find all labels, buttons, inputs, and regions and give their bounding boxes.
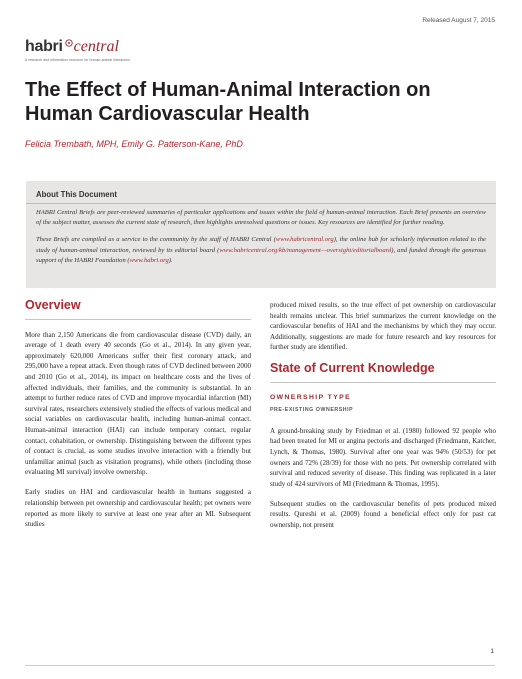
section-divider <box>270 382 496 383</box>
knowledge-paragraph-2: Subsequent studies on the cardiovascular benefits of pets produced mixed results. Qureshi et al. (2009) found a beneficial effect only for past cat ownership, not present <box>270 499 496 529</box>
about-divider <box>26 203 496 204</box>
footer-divider <box>25 665 495 666</box>
authors: Felicia Trembath, MPH, Emily G. Patterson-Kane, PhD <box>25 139 243 149</box>
release-date: Released August 7, 2015 <box>422 17 495 24</box>
logo-main-text: habri <box>25 38 63 55</box>
about-box <box>26 181 496 288</box>
page-number: 1 <box>490 648 494 655</box>
overview-paragraph-2: Early studies on HAI and cardiovascular health in humans suggested a relationship between pet ownership and cardiovascular health; pet owners were reported as more likely to survive at least one year after an MI. Subsequent studies <box>25 488 251 529</box>
habri-foundation-link[interactable]: www.habri.org <box>129 256 169 264</box>
overview-paragraph-1: More than 2,150 Americans die from cardiovascular disease (CVD) daily, an average of 1 death every 40 seconds (Go et al., 2014). In any given year, approximately 620,000 Americans suffer their first coronary attack, and 295,000 have a repeat attack. Even though rates of CVD declined between 2000 and 2010 (Go et al., 2014), its impact on healthcare costs and the lives of affected individuals, their families, and the community is substantial. In an attempt to further reduce rates of CVD and improve myocardial infarction (MI) survival rates, researchers extensively studied the effects of various medical and social variables on cardiovascular health, including human-animal contact. Human-animal interaction (HAI) can include temporary contact, regular contact, cohabitation, or ownership. Distinguishing between the different types of contact is crucial, as some studies involve interaction with a friendly but unfamiliar animal (such as visitation programs), while others (including those evaluating MI survival) involve ownership. <box>25 330 251 477</box>
about-paragraph-1: HABRI Central Briefs are peer-reviewed summaries of particular applications and issues within the field of human-animal interaction. Each Brief presents an overview of the subject matter, assesses the current state of research, then highlights unresolved questions or issues. Key resources are identified for further reading. <box>36 209 486 227</box>
overview-continued-paragraph: produced mixed results, so the true effect of pet ownership on cardiovascular health remains unclear. This brief summarizes the current knowledge on the cardiovascular benefits of HAI and the mechanisms by which they may occur. Additionally, suggestions are made for future research and key resources for further study are identified. <box>270 301 496 352</box>
knowledge-paragraph-1: A ground-breaking study by Friedman et al. (1980) followed 92 people who had been treated for MI or angina pectoris and discharged (Friedmann, Katcher, Lynch, & Thomas, 1980). Survival after one year was 94% (50/53) for pet owners and 72% (28/39) for those with no pets. Pet ownership correlated with survival and reduced severity of disease. This finding was replicated in a later study of 424 survivors of MI (Friedmann & Thomas, 1995). <box>270 426 496 488</box>
document-title: The Effect of Human-Animal Interaction on Human Cardiovascular Health <box>25 79 431 125</box>
about-text: ), the online hub for scholarly information related to the study of human-animal interaction, reviewed by its editorial board ( <box>36 236 486 254</box>
about-text: ), and funded through the generous support of the HABRI Foundation ( <box>36 246 486 264</box>
current-knowledge-heading: State of Current Knowledge <box>270 360 435 375</box>
editorial-board-link[interactable]: www.habricentral.org/kb/management—oversight/editorialboard <box>219 246 392 254</box>
about-paragraph-2 <box>36 235 486 266</box>
overview-heading: Overview <box>25 298 81 312</box>
logo-tagline: A research and information resource for human-animal interaction <box>25 58 130 62</box>
habri-central-logo[interactable] <box>25 38 130 64</box>
pre-existing-ownership-subheading: PRE-EXISTING OWNERSHIP <box>270 407 354 414</box>
ownership-type-subheading: OWNERSHIP TYPE <box>270 393 352 401</box>
logo-mark-icon <box>64 38 74 48</box>
right-column <box>270 300 496 540</box>
logo-brand-text: central <box>73 38 119 55</box>
habricentral-link[interactable]: www.habricentral.org <box>275 236 334 244</box>
about-heading: About This Document <box>36 190 117 199</box>
left-column <box>25 300 251 539</box>
about-text: These Briefs are compiled as a service to the community by the staff of HABRI Central ( <box>36 236 276 244</box>
section-divider <box>25 319 251 320</box>
about-text: ). <box>168 256 173 264</box>
